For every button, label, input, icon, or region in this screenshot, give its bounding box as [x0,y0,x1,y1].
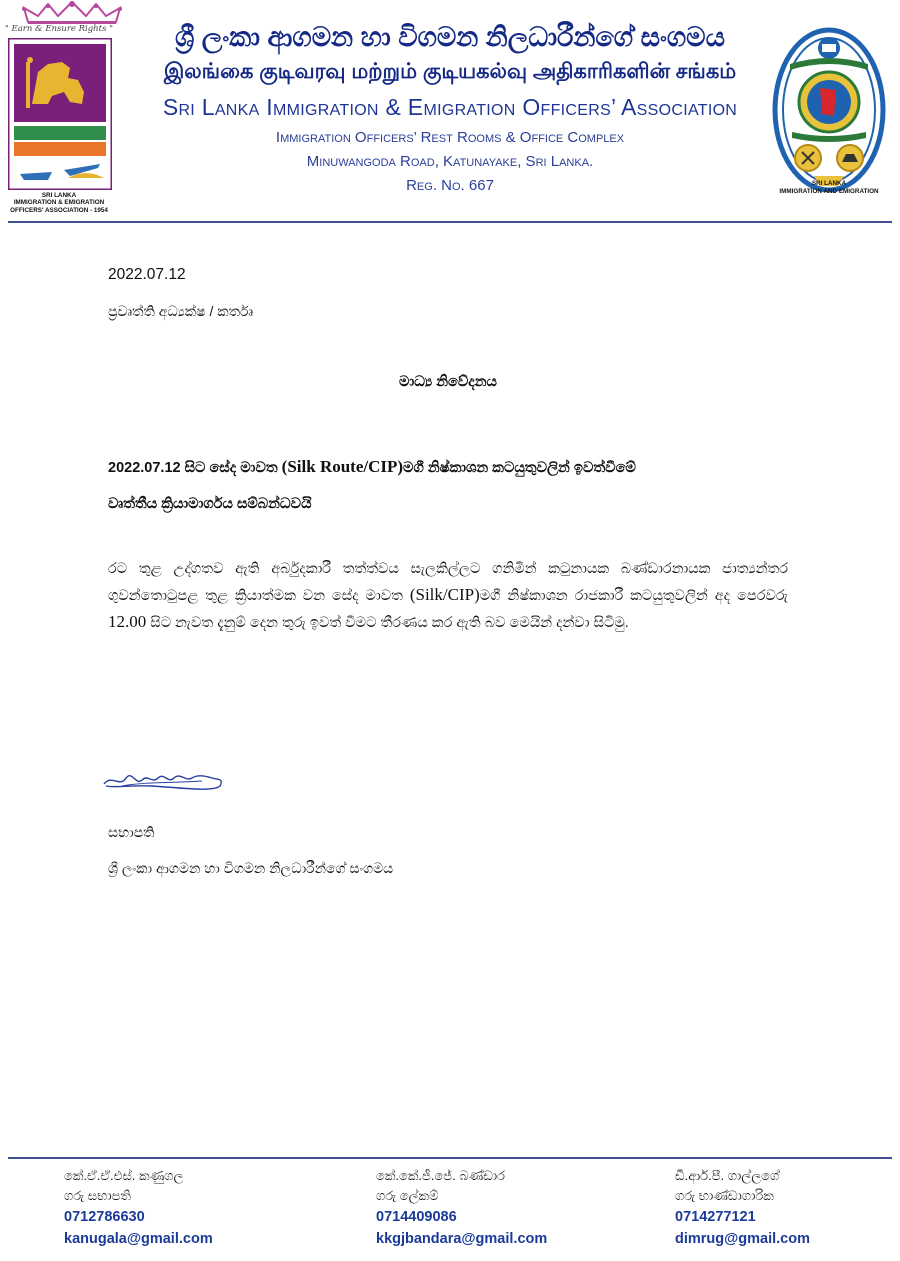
subject-line-2: වෘත්තීය ක්‍රියාමාර්ගය සම්බන්ධවයි [108,496,312,512]
address-line-2: Minuwangoda Road, Katunayake, Sri Lanka. [306,153,594,170]
title-sinhala: ශ්‍රී ලංකා ආගමන හා විගමන නිලධාරීන්ගේ සංගමය [174,22,726,52]
contact-phone: 0714409086 [376,1209,457,1225]
contact-role: ගරු භාණ්ඩාගාරික [675,1188,774,1203]
left-logo-caption: SRI LANKA IMMIGRATION & EMIGRATION OFFICERS' ASSOCIATION - 1954 [10,192,108,214]
contact-phone: 0714277121 [675,1209,756,1225]
contact-email: kkgjbandara@gmail.com [376,1231,548,1247]
signatory-role: සභාපති [108,824,155,840]
handwritten-signature [102,766,226,796]
signatory-organization: ශ්‍රී ලංකා ආගමන හා විගමන නිලධාරීන්ගේ සංගමය [108,860,394,876]
subject-line-1: 2022.07.12 සිට සේද මාවත (Silk Route/CIP)මගී නිෂ්කාශන කටයුතුවලින් ඉවත්වීමේ [108,457,636,476]
right-logo-caption: SRI LANKA IMMIGRATION AND EMIGRATION [779,180,879,195]
footer-contact-treasurer [675,1166,810,1250]
header-divider [8,221,892,223]
association-title-block [122,18,778,198]
letter-paragraph: රට තුළ උද්ගතව ඇති අර්බුදකාරී තත්ත්වය සැලකිල්ලට ගනිමින් කටුනායක බණ්ඩාරනායක ජාත්‍යන්තර ගුවන්තොටුපළ තුළ ක්‍රියාත්මක වන සේද මාවත (Silk/CIP)මගී නිෂ්කාශන රාජකාරී කටයුතුවලින් අද පෙරවරු 12.00 සිට නැවත දැනුම් දෙන තුරු ඉවත් වීමට තීරණය කර ඇති බව මෙයින් දන්වා සිටිමු. [108,561,788,631]
footer-contact-secretary [376,1166,547,1250]
letter-recipient: ප්‍රවෘත්ති අධ්‍යක්ෂ / කර්තෘ [108,303,254,319]
title-english: Sri Lanka Immigration & Emigration Officers’ Association [162,94,738,120]
department-emblem-icon [770,14,888,204]
footer-contact-president [64,1166,213,1250]
letterhead [0,0,900,222]
contact-role: ගරු සභාපති [64,1188,131,1203]
association-motto: " Earn & Ensure Rights " [4,24,114,34]
lion-flag-shield-icon [8,38,112,190]
registration-number: Reg. No. 667 [406,177,494,194]
letter-heading: මාධ්‍ය නිවේදනය [399,374,497,390]
address-line-1: Immigration Officers’ Rest Rooms & Office Complex [275,129,625,146]
contact-name: කේ.ඒ.ඒ.එස්. කණුගල [64,1168,184,1183]
contact-email: kanugala@gmail.com [64,1231,213,1247]
letter-subject [108,449,788,522]
letter-date: 2022.07.12 [108,266,186,283]
footer-divider [8,1157,892,1159]
crown-icon [14,0,132,26]
contact-name: ඩී.ආර්.පී. ගාල්ලගේ [675,1168,780,1183]
contact-phone: 0712786630 [64,1209,145,1225]
contact-email: dimrug@gmail.com [675,1231,810,1247]
contact-role: ගරු ලේකම් [376,1188,439,1203]
title-tamil: இலங்கை குடிவரவு மற்றும் குடியகல்வு அதிகாரிகளின் சங்கம் [163,60,737,83]
contact-name: කේ.කේ.ජී.ජේ. බණ්ඩාර [376,1168,505,1183]
